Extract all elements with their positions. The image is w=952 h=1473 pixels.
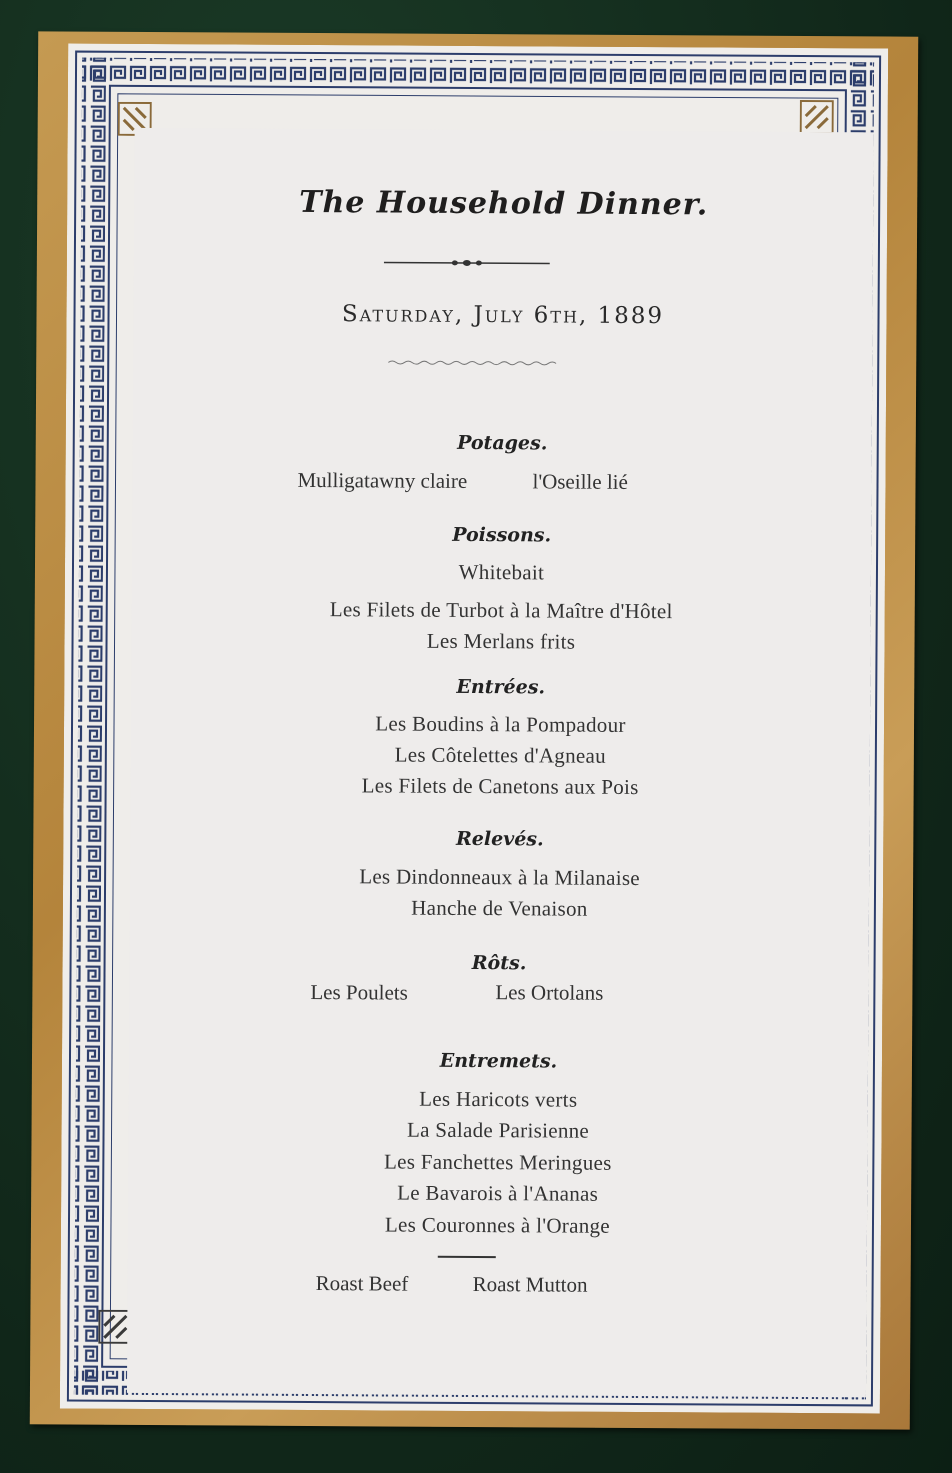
section-heading-releves: Relevés. [455, 827, 544, 851]
title-divider [384, 257, 550, 268]
sideboard-divider [438, 1256, 496, 1258]
section-heading-poissons: Poissons. [452, 523, 552, 547]
dish-cotelettes: Les Côtelettes d'Agneau [394, 742, 607, 768]
dish-roast-mutton: Roast Mutton [472, 1272, 588, 1297]
dish-merlans: Les Merlans frits [426, 628, 576, 654]
dish-boudins: Les Boudins à la Pompadour [375, 711, 626, 737]
dish-fanchettes: Les Fanchettes Meringues [383, 1149, 612, 1175]
menu-date: Saturday, July 6th, 1889 [341, 301, 665, 330]
section-heading-rots: Rôts. [471, 951, 527, 975]
date-divider [388, 359, 556, 366]
dish-bavarois: Le Bavarois à l'Ananas [397, 1180, 599, 1206]
dish-filets-turbot: Les Filets de Turbot à la Maître d'Hôtel [329, 597, 673, 624]
dish-oseille: l'Oseille lié [532, 469, 628, 494]
section-heading-entrees: Entrées. [456, 675, 546, 699]
dish-ortolans: Les Ortolans [495, 980, 604, 1005]
dish-mulligatawny: Mulligatawny claire [297, 467, 468, 493]
dish-roast-beef: Roast Beef [315, 1271, 409, 1296]
dish-haricots: Les Haricots verts [419, 1086, 578, 1112]
dish-couronnes: Les Couronnes à l'Orange [384, 1212, 611, 1238]
dish-whitebait: Whitebait [458, 559, 545, 585]
menu-card [30, 31, 918, 1429]
menu-text-area [127, 128, 874, 1397]
menu-title: The Household Dinner. [299, 184, 709, 223]
dish-salade: La Salade Parisienne [406, 1117, 590, 1143]
section-heading-potages: Potages. [457, 431, 548, 455]
dish-venaison: Hanche de Venaison [411, 895, 588, 921]
dish-dindonneaux: Les Dindonneaux à la Milanaise [359, 864, 641, 891]
section-heading-entremets: Entremets. [439, 1049, 558, 1073]
dish-canetons: Les Filets de Canetons aux Pois [361, 773, 639, 800]
corner-ornament-top-right [800, 100, 834, 134]
dish-poulets: Les Poulets [310, 980, 408, 1005]
